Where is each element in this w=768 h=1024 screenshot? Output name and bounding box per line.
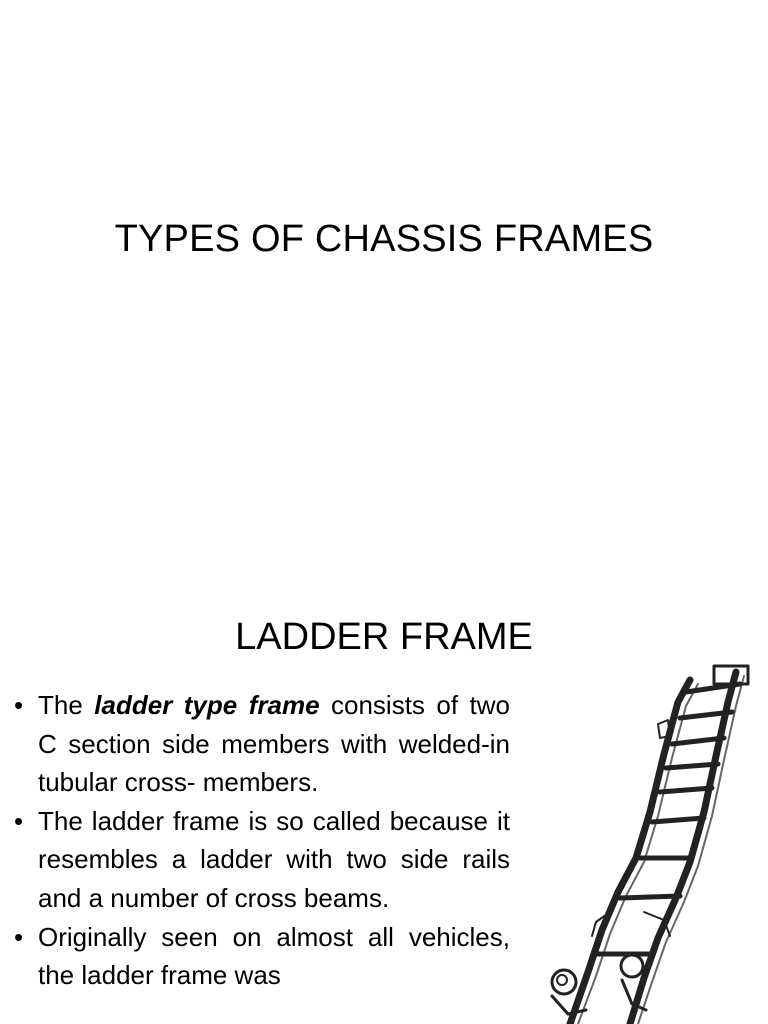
bullet-emphasis: ladder type frame	[94, 690, 320, 720]
ladder-frame-illustration	[540, 662, 756, 1024]
bullet-text: The	[38, 690, 95, 720]
ladder-frame-slide	[0, 576, 768, 1024]
bullet-text: Originally seen on almost all vehicles, the ladder frame was	[38, 921, 510, 991]
slide-title: TYPES OF CHASSIS FRAMES	[114, 218, 654, 260]
bullet-text: The ladder frame is so called because it resembles a ladder with two side rails and a number of cross beams.	[38, 805, 510, 913]
bullet-text: consists of two C section side members with welded-in tubular cross- members.	[38, 690, 511, 798]
bullet-dot-icon: •	[14, 921, 24, 952]
bullet-dot-icon: •	[14, 805, 24, 836]
bullet-list	[14, 686, 510, 995]
bullet-dot-icon: •	[14, 690, 24, 720]
bullet-item	[14, 686, 510, 802]
bullet-item	[14, 918, 510, 995]
bullet-item	[14, 802, 510, 918]
slide-title: LADDER FRAME	[235, 616, 533, 658]
